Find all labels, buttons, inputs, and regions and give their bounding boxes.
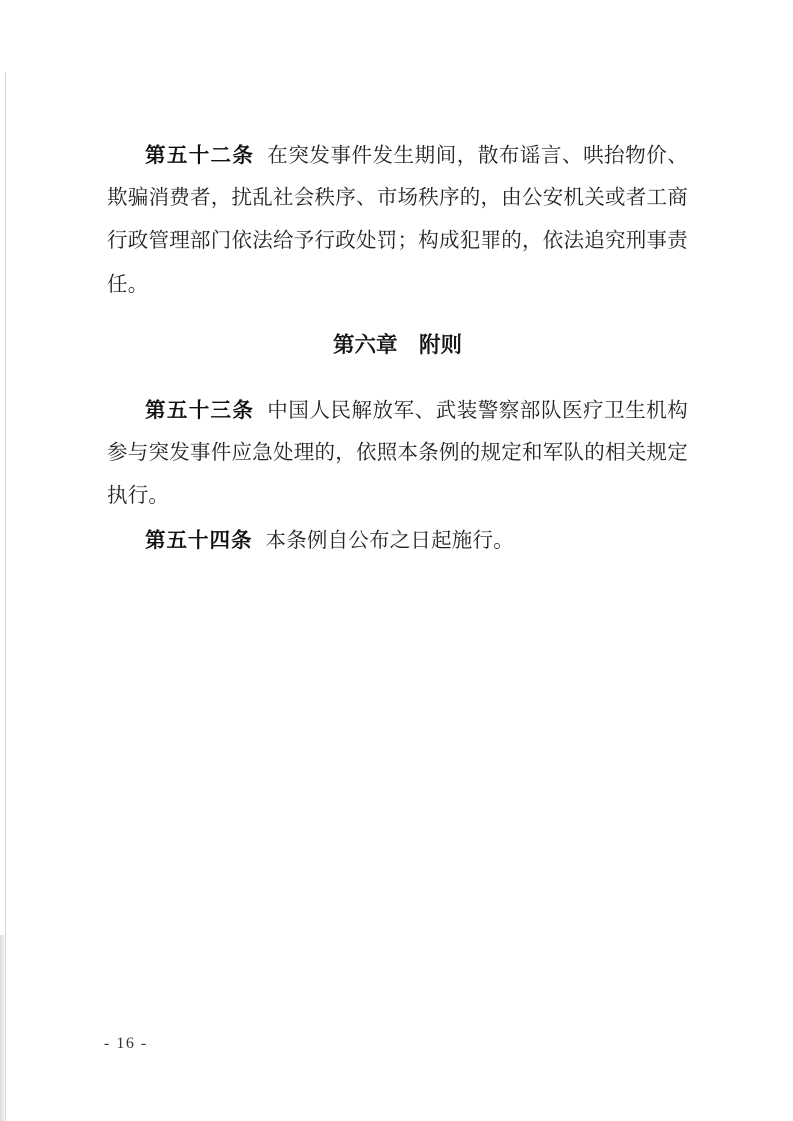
article-52-paragraph bbox=[107, 134, 688, 307]
article-52-line-1-text: 在突发事件发生期间，散布谣言、哄抬物价、 bbox=[267, 145, 688, 167]
article-53-line-2: 参与突发事件应急处理的，依照本条例的规定和军队的相关规定 bbox=[107, 442, 688, 465]
scan-edge-shadow bbox=[0, 935, 7, 1121]
article-52-number: 第五十二条 bbox=[145, 144, 255, 167]
article-52-line-2: 欺骗消费者，扰乱社会秩序、市场秩序的，由公安机关或者工商 bbox=[107, 187, 688, 210]
article-52-line-1 bbox=[107, 134, 688, 177]
article-54-text: 本条例自公布之日起施行。 bbox=[265, 530, 514, 552]
article-52-line-3: 行政管理部门依法给予行政处罚；构成犯罪的，依法追究刑事责 bbox=[107, 230, 688, 253]
article-53-paragraph bbox=[107, 389, 688, 519]
chapter-heading: 第六章 附则 bbox=[332, 333, 462, 357]
article-53-line-1 bbox=[107, 389, 688, 432]
article-54-number: 第五十四条 bbox=[145, 529, 253, 552]
page-number: - 16 - bbox=[104, 1035, 148, 1052]
article-54-paragraph bbox=[107, 519, 688, 562]
article-54-line-1 bbox=[107, 519, 688, 562]
article-52-line-4: 任。 bbox=[107, 273, 149, 296]
article-53-number: 第五十三条 bbox=[145, 399, 255, 422]
article-53-line-1-text: 中国人民解放军、武装警察部队医疗卫生机构 bbox=[267, 400, 688, 422]
article-53-line-3: 执行。 bbox=[107, 485, 170, 508]
